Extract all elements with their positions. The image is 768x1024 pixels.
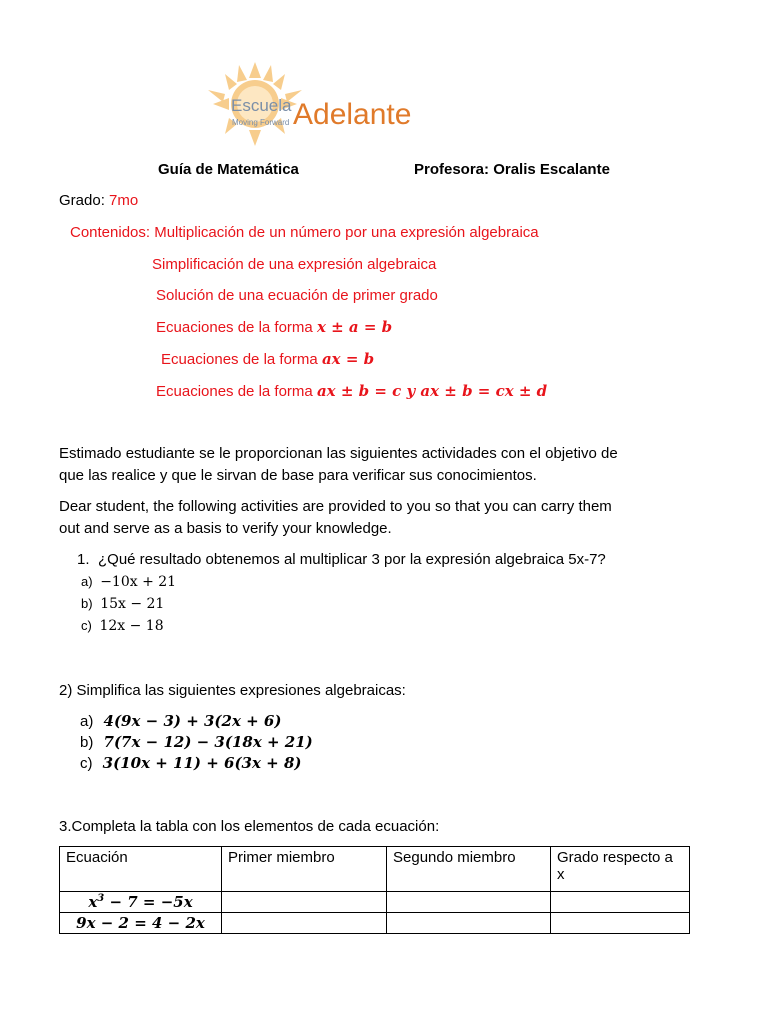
content-item-form-2-math: ax = b	[321, 350, 375, 368]
q2-item-b	[80, 733, 313, 751]
content-item-form-1	[156, 318, 392, 336]
q1-option-c	[81, 618, 164, 634]
intro-es-line-2: que las realice y que le sirvan de base para verificar sus conocimientos.	[59, 467, 537, 484]
equation-table	[59, 846, 690, 934]
table-cell-degree[interactable]	[551, 913, 690, 934]
table-header-cell: Segundo miembro	[387, 847, 551, 892]
grade-label: Grado:	[59, 192, 105, 209]
q1-option-a-letter: a)	[81, 574, 93, 589]
intro-en-line-2: out and serve as a basis to verify your knowledge.	[59, 520, 392, 537]
content-item-form-2	[161, 350, 374, 368]
table-cell-second-member[interactable]	[387, 913, 551, 934]
q2-item-c-letter: c)	[80, 755, 93, 772]
content-item-simplification: Simplificación de una expresión algebraica	[152, 256, 437, 273]
grade-value: 7mo	[109, 192, 139, 209]
q1-option-c-letter: c)	[81, 618, 92, 633]
q2-item-b-expr: 7(7x − 12) − 3(18x + 21)	[103, 733, 313, 751]
teacher-name: Profesora: Oralis Escalante	[414, 161, 610, 178]
table-row	[60, 913, 690, 934]
q1-option-c-expr: 12x − 18	[99, 618, 164, 634]
table-header-row	[60, 847, 690, 892]
table-cell-equation	[60, 913, 222, 934]
table-cell-first-member[interactable]	[222, 892, 387, 913]
table-cell-equation	[60, 892, 222, 913]
q3-text: 3.Completa la tabla con los elementos de cada ecuación:	[59, 818, 440, 835]
content-item-form-1-math: x ± a = b	[316, 318, 393, 336]
intro-en-line-1: Dear student, the following activities are provided to you so that you can carry them	[59, 498, 612, 515]
table-header-cell: Primer miembro	[222, 847, 387, 892]
table-cell-first-member[interactable]	[222, 913, 387, 934]
content-item-first-degree: Solución de una ecuación de primer grado	[156, 287, 438, 304]
content-item-form-3-text: Ecuaciones de la forma	[156, 383, 313, 400]
school-logo	[205, 62, 430, 148]
equation-base: x	[88, 893, 98, 911]
q2-item-a	[80, 712, 281, 730]
q1-number: 1.	[77, 551, 90, 568]
q2-item-c-expr: 3(10x + 11) + 6(3x + 8)	[102, 754, 302, 772]
logo-adelante-text: Adelante	[293, 98, 412, 131]
content-item-form-1-text: Ecuaciones de la forma	[156, 319, 313, 336]
grade-line	[59, 192, 138, 209]
content-item-form-2-text: Ecuaciones de la forma	[161, 351, 318, 368]
equation-base: 9x − 2 = 4 − 2x	[76, 914, 205, 932]
q2-item-a-letter: a)	[80, 713, 94, 730]
content-item-form-3-math: ax ± b = c y ax ± b = cx ± d	[316, 382, 548, 400]
q2-item-c	[80, 754, 301, 772]
guide-title: Guía de Matemática	[158, 161, 299, 178]
table-header-cell: Grado respecto a x	[551, 847, 690, 892]
table-cell-degree[interactable]	[551, 892, 690, 913]
q1-option-a	[81, 574, 176, 590]
q1-option-b	[81, 596, 164, 612]
intro-es-line-1: Estimado estudiante se le proporcionan las siguientes actividades con el objetivo de	[59, 445, 618, 462]
logo-escuela-text: Escuela	[231, 96, 292, 115]
q1-option-b-letter: b)	[81, 596, 93, 611]
equation-rest: − 7 = −5x	[104, 893, 193, 911]
q2-item-a-expr: 4(9x − 3) + 3(2x + 6)	[103, 712, 282, 730]
q1-option-a-expr: −10x + 21	[100, 574, 177, 590]
table-header-cell: Ecuación	[60, 847, 222, 892]
equation-exponent: 3	[97, 893, 105, 904]
content-item-form-3	[156, 382, 547, 400]
q1-option-b-expr: 15x − 21	[100, 596, 165, 612]
table-row	[60, 892, 690, 913]
logo-tagline: Moving Forward	[232, 118, 290, 127]
table-cell-second-member[interactable]	[387, 892, 551, 913]
q2-text: 2) Simplifica las siguientes expresiones algebraicas:	[59, 682, 406, 699]
q2-item-b-letter: b)	[80, 734, 94, 751]
q1-text: ¿Qué resultado obtenemos al multiplicar 3 por la expresión algebraica 5x-7?	[98, 551, 606, 568]
contents-label: Contenidos: Multiplicación de un número por una expresión algebraica	[70, 224, 539, 241]
